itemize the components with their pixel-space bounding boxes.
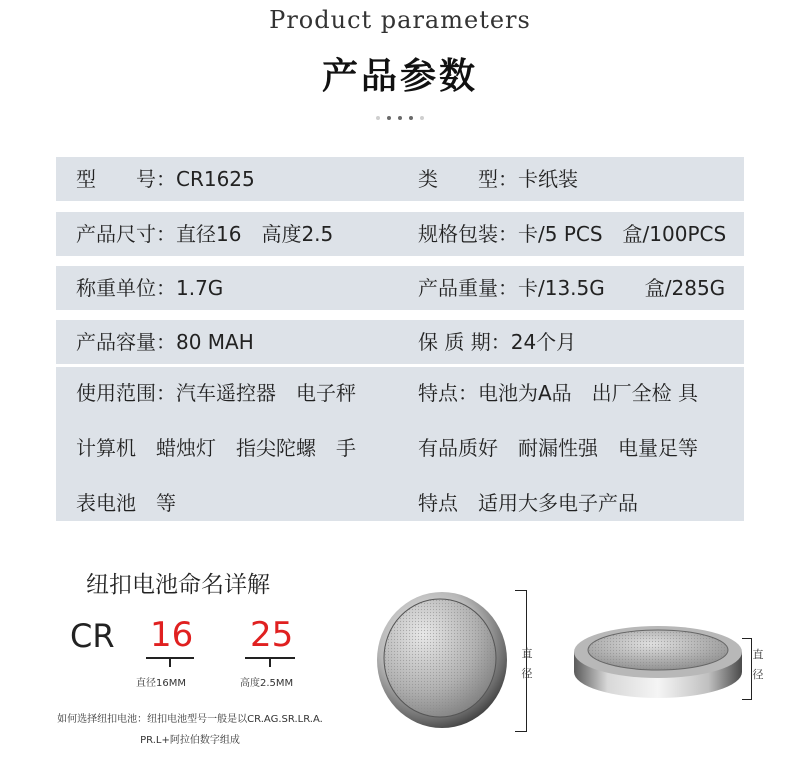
feature-line: 有品质好 耐漏性强 电量足等 — [418, 436, 698, 460]
param-size: 产品尺寸：直径16 高度2.5 — [76, 222, 334, 246]
height-tick — [269, 657, 271, 667]
param-unit-weight: 称重单位：1.7G — [76, 276, 224, 300]
diameter-caption: 直径16MM — [136, 678, 186, 689]
dot — [398, 116, 402, 120]
dimension-label-char: 直 — [752, 648, 764, 661]
naming-diameter-number: 16 — [150, 615, 194, 655]
battery-top-view-image — [372, 584, 512, 734]
param-shelf-life: 保 质 期：24个月 — [418, 330, 577, 354]
usage-line: 使用范围：汽车遥控器 电子秤 — [76, 381, 356, 405]
dim-line-bottom-1 — [515, 731, 527, 732]
param-row-3 — [56, 266, 744, 310]
param-product-weight: 产品重量：卡/13.5G 盒/285G — [418, 276, 726, 300]
dimension-label-char: 径 — [752, 668, 764, 681]
param-row-5 — [56, 367, 744, 521]
diameter-tick — [169, 657, 171, 667]
dot — [420, 116, 424, 120]
param-row-4 — [56, 320, 744, 364]
naming-note-line1: 如何选择纽扣电池：纽扣电池型号一般是以CR.AG.SR.LR.A. — [57, 714, 323, 725]
feature-line: 特点：电池为A品 出厂全检 具 — [418, 381, 699, 405]
usage-line: 表电池 等 — [76, 491, 176, 515]
height-caption: 高度2.5MM — [240, 678, 294, 689]
naming-prefix: CR — [70, 617, 115, 655]
title-chinese: 产品参数 — [321, 56, 478, 97]
param-type: 类 型：卡纸装 — [418, 167, 578, 191]
battery-side-view-image — [570, 610, 746, 710]
dim-line-bottom-2 — [742, 699, 752, 700]
dimension-label-1 — [520, 644, 534, 684]
dimension-label-char: 径 — [521, 667, 533, 680]
title-english: Product parameters — [269, 6, 531, 34]
title-dots-decoration — [0, 116, 800, 120]
dot — [409, 116, 413, 120]
usage-line: 计算机 蜡烛灯 指尖陀螺 手 — [76, 436, 356, 460]
param-row-1 — [56, 157, 744, 201]
feature-line: 特点 适用大多电子产品 — [418, 491, 638, 515]
naming-note-line2: PR.L+阿拉伯数字组成 — [140, 735, 240, 746]
naming-height-number: 25 — [250, 615, 294, 655]
dimension-label-char: 直 — [521, 647, 533, 660]
param-capacity: 产品容量：80 MAH — [76, 330, 254, 354]
dimension-label-2 — [751, 645, 765, 685]
param-packaging: 规格包装：卡/5 PCS 盒/100PCS — [418, 222, 727, 246]
dot — [387, 116, 391, 120]
naming-title: 纽扣电池命名详解 — [86, 572, 270, 598]
param-row-2 — [56, 212, 744, 256]
dot — [376, 116, 380, 120]
param-model: 型 号：CR1625 — [76, 167, 255, 191]
